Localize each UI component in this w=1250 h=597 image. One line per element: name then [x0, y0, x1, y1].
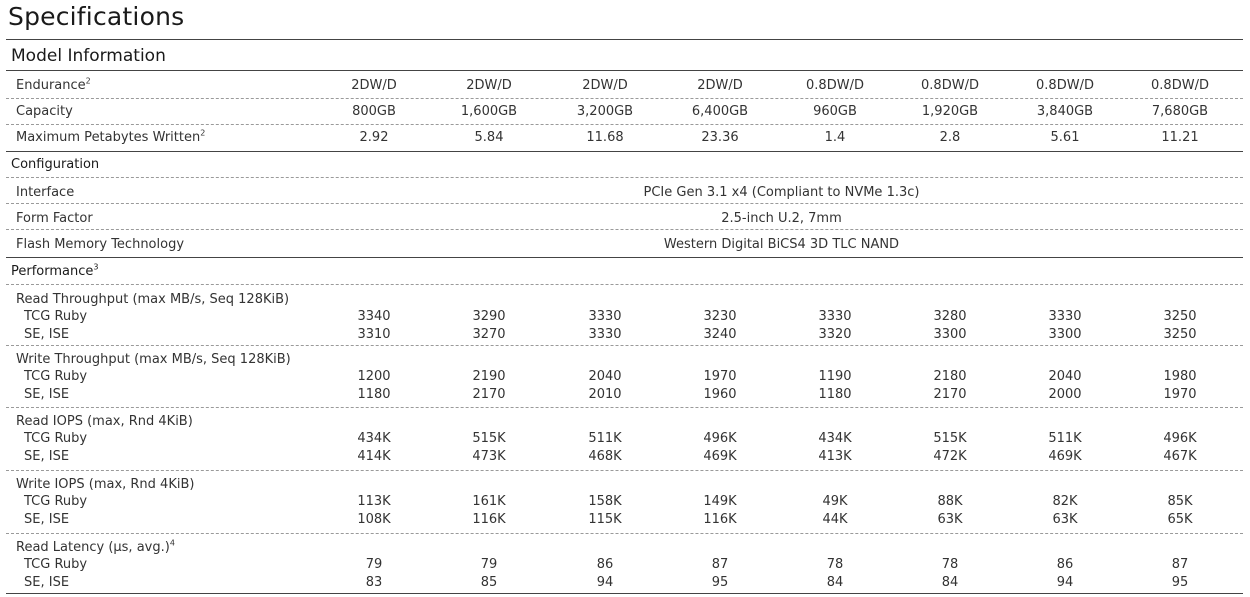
table-cell: 2180	[933, 369, 967, 384]
table-cell: 79	[480, 557, 498, 572]
table-cell: 515K	[933, 431, 967, 446]
table-cell: 79	[365, 557, 383, 572]
table-cell: 1190	[818, 369, 852, 384]
table-cell: 468K	[588, 449, 622, 464]
table-cell: 3240	[703, 327, 737, 342]
table-cell: 63K	[937, 512, 963, 527]
table-cell: 3330	[588, 309, 622, 324]
table-cell: 2000	[1048, 387, 1082, 402]
table-cell: 1970	[1163, 387, 1197, 402]
table-cell: 3340	[357, 309, 391, 324]
table-cell: 94	[1056, 575, 1074, 590]
section-heading-performance	[11, 264, 98, 279]
table-cell: 115K	[588, 512, 622, 527]
table-cell: 5.84	[474, 130, 504, 145]
table-cell: 149K	[703, 494, 737, 509]
table-cell: 434K	[357, 431, 391, 446]
row-divider	[6, 177, 1243, 178]
table-cell: 2.92	[359, 130, 389, 145]
footnote-marker: 2	[85, 76, 91, 86]
table-cell: 88K	[937, 494, 963, 509]
table-cell: 511K	[588, 431, 622, 446]
row-divider	[6, 533, 1243, 534]
table-cell: 85K	[1167, 494, 1193, 509]
table-cell: 11.21	[1161, 130, 1199, 145]
row-divider	[6, 407, 1243, 408]
variant-label: TCG Ruby	[24, 369, 88, 384]
table-cell: 23.36	[701, 130, 739, 145]
table-cell: 116K	[472, 512, 506, 527]
table-cell: 87	[711, 557, 729, 572]
section-rule	[6, 70, 1243, 71]
table-cell: 95	[711, 575, 729, 590]
table-cell: 3300	[1048, 327, 1082, 342]
table-cell: 2170	[472, 387, 506, 402]
table-cell: 44K	[822, 512, 848, 527]
table-cell: 0.8DW/D	[1036, 78, 1094, 93]
table-cell: 1970	[703, 369, 737, 384]
table-cell: 2DW/D	[351, 78, 397, 93]
table-cell: 3330	[1048, 309, 1082, 324]
table-cell: 0.8DW/D	[1151, 78, 1209, 93]
table-cell: 86	[1056, 557, 1074, 572]
table-cell: 3,840GB	[1036, 104, 1094, 119]
table-cell: 82K	[1052, 494, 1078, 509]
table-cell: 49K	[822, 494, 848, 509]
title-rule	[6, 39, 1243, 40]
section-heading-configuration: Configuration	[11, 157, 100, 172]
metric-label-text: Read Latency (μs, avg.)	[16, 540, 170, 555]
table-cell: 515K	[472, 431, 506, 446]
table-cell: 1180	[357, 387, 391, 402]
table-cell: 496K	[703, 431, 737, 446]
metric-label	[16, 292, 289, 307]
table-cell: 413K	[818, 449, 852, 464]
table-cell: 78	[941, 557, 959, 572]
spanning-value: 2.5-inch U.2, 7mm	[721, 211, 842, 226]
metric-label-text: Read IOPS (max, Rnd 4KiB)	[16, 414, 193, 429]
bottom-rule	[6, 593, 1243, 594]
variant-label: TCG Ruby	[24, 557, 88, 572]
page-title: Specifications	[8, 2, 185, 31]
table-cell: 3230	[703, 309, 737, 324]
table-cell: 3310	[357, 327, 391, 342]
spanning-value: PCIe Gen 3.1 x4 (Compliant to NVMe 1.3c)	[643, 185, 920, 200]
table-cell: 84	[826, 575, 844, 590]
row-label: Form Factor	[16, 211, 93, 226]
table-cell: 2040	[588, 369, 622, 384]
table-cell: 2040	[1048, 369, 1082, 384]
table-cell: 108K	[357, 512, 391, 527]
table-cell: 1.4	[824, 130, 846, 145]
row-label	[16, 78, 91, 93]
table-cell: 434K	[818, 431, 852, 446]
variant-label: TCG Ruby	[24, 431, 88, 446]
table-cell: 1,600GB	[460, 104, 518, 119]
row-label-text: Endurance	[16, 78, 86, 93]
metric-label	[16, 477, 194, 492]
table-cell: 3300	[933, 327, 967, 342]
variant-label: SE, ISE	[24, 449, 70, 464]
row-divider	[6, 124, 1243, 125]
row-divider	[6, 98, 1243, 99]
table-cell: 0.8DW/D	[921, 78, 979, 93]
table-cell: 113K	[357, 494, 391, 509]
table-cell: 3270	[472, 327, 506, 342]
table-cell: 63K	[1052, 512, 1078, 527]
metric-label-text: Write IOPS (max, Rnd 4KiB)	[16, 477, 195, 492]
table-cell: 1200	[357, 369, 391, 384]
table-cell: 86	[596, 557, 614, 572]
table-cell: 7,680GB	[1151, 104, 1209, 119]
row-divider	[6, 470, 1243, 471]
table-cell: 2190	[472, 369, 506, 384]
metric-label	[16, 540, 175, 555]
spanning-value: Western Digital BiCS4 3D TLC NAND	[663, 237, 900, 252]
table-cell: 2DW/D	[466, 78, 512, 93]
row-label-text: Capacity	[16, 104, 73, 119]
section-rule	[6, 151, 1243, 152]
table-cell: 3250	[1163, 309, 1197, 324]
table-cell: 469K	[703, 449, 737, 464]
table-cell: 2DW/D	[697, 78, 743, 93]
table-cell: 78	[826, 557, 844, 572]
table-cell: 496K	[1163, 431, 1197, 446]
table-cell: 511K	[1048, 431, 1082, 446]
table-cell: 1960	[703, 387, 737, 402]
row-label-text: Maximum Petabytes Written	[16, 130, 201, 145]
section-rule	[6, 257, 1243, 258]
table-cell: 469K	[1048, 449, 1082, 464]
table-cell: 2.8	[939, 130, 961, 145]
table-cell: 472K	[933, 449, 967, 464]
table-cell: 161K	[472, 494, 506, 509]
row-divider	[6, 203, 1243, 204]
table-cell: 960GB	[813, 104, 857, 119]
table-cell: 84	[941, 575, 959, 590]
table-cell: 1180	[818, 387, 852, 402]
table-cell: 1980	[1163, 369, 1197, 384]
table-cell: 2010	[588, 387, 622, 402]
row-label	[16, 104, 73, 119]
table-cell: 158K	[588, 494, 622, 509]
table-cell: 95	[1171, 575, 1189, 590]
table-cell: 116K	[703, 512, 737, 527]
row-divider	[6, 284, 1243, 285]
table-cell: 3330	[818, 309, 852, 324]
table-cell: 11.68	[586, 130, 624, 145]
row-divider	[6, 345, 1243, 346]
metric-label-text: Write Throughput (max MB/s, Seq 128KiB)	[16, 352, 291, 367]
table-cell: 3,200GB	[576, 104, 634, 119]
variant-label: TCG Ruby	[24, 309, 88, 324]
row-label	[16, 130, 205, 145]
table-cell: 3320	[818, 327, 852, 342]
table-cell: 5.61	[1050, 130, 1080, 145]
variant-label: SE, ISE	[24, 575, 70, 590]
metric-label	[16, 352, 291, 367]
row-divider	[6, 229, 1243, 230]
variant-label: SE, ISE	[24, 327, 70, 342]
variant-label: TCG Ruby	[24, 494, 88, 509]
table-cell: 3330	[588, 327, 622, 342]
table-cell: 2170	[933, 387, 967, 402]
table-cell: 467K	[1163, 449, 1197, 464]
performance-heading-text: Performance	[11, 264, 94, 279]
section-heading-model: Model Information	[11, 46, 166, 66]
table-cell: 6,400GB	[691, 104, 749, 119]
table-cell: 414K	[357, 449, 391, 464]
metric-label-text: Read Throughput (max MB/s, Seq 128KiB)	[16, 292, 290, 307]
row-label: Flash Memory Technology	[16, 237, 185, 252]
metric-label	[16, 414, 193, 429]
footnote-marker: 3	[93, 262, 99, 272]
table-cell: 65K	[1167, 512, 1193, 527]
table-cell: 473K	[472, 449, 506, 464]
row-label: Interface	[16, 185, 75, 200]
variant-label: SE, ISE	[24, 512, 70, 527]
footnote-marker: 4	[169, 538, 175, 548]
table-cell: 83	[365, 575, 383, 590]
table-cell: 3280	[933, 309, 967, 324]
table-cell: 1,920GB	[921, 104, 979, 119]
table-cell: 85	[480, 575, 498, 590]
table-cell: 800GB	[352, 104, 396, 119]
footnote-marker: 2	[200, 128, 206, 138]
table-cell: 2DW/D	[582, 78, 628, 93]
table-cell: 94	[596, 575, 614, 590]
table-cell: 0.8DW/D	[806, 78, 864, 93]
table-cell: 3290	[472, 309, 506, 324]
table-cell: 3250	[1163, 327, 1197, 342]
table-cell: 87	[1171, 557, 1189, 572]
variant-label: SE, ISE	[24, 387, 70, 402]
